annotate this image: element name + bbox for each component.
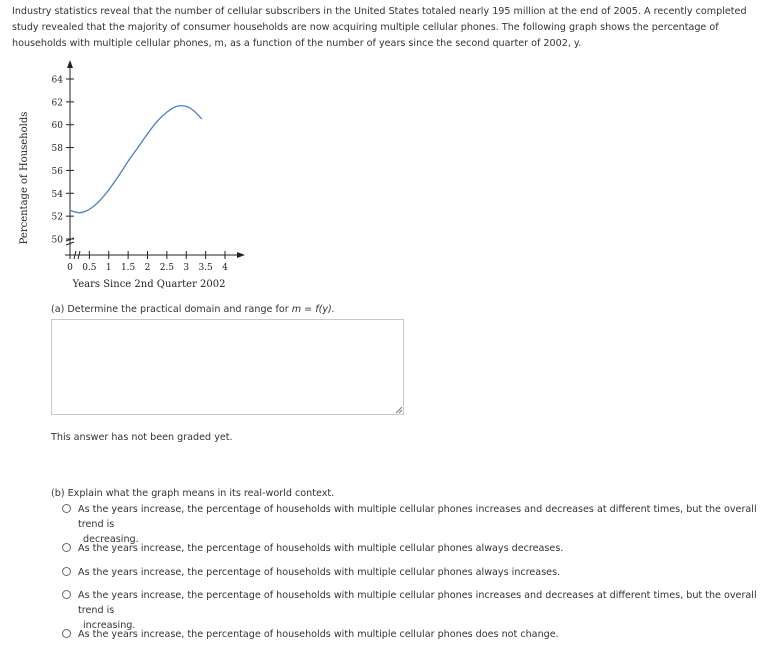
question-a-prompt	[51, 304, 335, 315]
option-b-2[interactable]	[62, 541, 762, 556]
x-tick-label: 0.5	[82, 263, 97, 273]
radio-button[interactable]	[62, 567, 71, 576]
option-b-3[interactable]	[62, 565, 762, 580]
answer-a-textarea[interactable]	[51, 319, 404, 415]
x-axis-ticks	[67, 251, 228, 273]
option-text: As the years increase, the percentage of households with multiple cellular phones increases and decreases at different times, but the overall trend is	[78, 590, 757, 616]
radio-button[interactable]	[62, 590, 71, 599]
series-line	[70, 106, 202, 213]
x-tick-label: 3.5	[198, 263, 213, 273]
x-tick-label: 4	[222, 263, 228, 273]
y-tick-label: 56	[51, 166, 63, 177]
line-chart	[0, 52, 260, 292]
y-axis-arrow-icon	[67, 60, 73, 68]
y-tick-label: 64	[51, 75, 63, 86]
x-tick-label: 3	[183, 263, 190, 273]
y-tick-label: 58	[51, 144, 63, 155]
resize-handle-icon[interactable]	[395, 406, 403, 414]
x-tick-label: 0	[67, 263, 73, 273]
y-tick-label: 54	[51, 189, 63, 200]
option-text: As the years increase, the percentage of households with multiple cellular phones always decreases.	[78, 543, 564, 554]
option-text: As the years increase, the percentage of households with multiple cellular phones increases and decreases at different times, but the overall trend is	[78, 504, 757, 530]
y-axis-ticks	[52, 76, 74, 246]
y-tick-label: 62	[51, 98, 63, 109]
radio-button[interactable]	[62, 629, 71, 638]
chart-axes	[65, 60, 245, 259]
option-text: As the years increase, the percentage of households with multiple cellular phones always increases.	[78, 567, 561, 578]
x-tick-label: 1.5	[120, 263, 136, 273]
radio-button[interactable]	[62, 504, 71, 513]
x-tick-label: 2.5	[159, 263, 175, 273]
radio-button[interactable]	[62, 543, 71, 552]
y-tick-label: 60	[51, 121, 63, 132]
grading-status: This answer has not been graded yet.	[51, 432, 233, 443]
x-axis-label: Years Since 2nd Quarter 2002	[72, 279, 226, 290]
option-text-cont: increasing.	[83, 620, 136, 631]
x-axis-arrow-icon	[237, 252, 245, 258]
question-a-text: (a) Determine the practical domain and range for	[51, 304, 289, 315]
option-text-cont: decreasing.	[83, 534, 139, 545]
question-a-function: m = f(y).	[291, 304, 335, 315]
y-axis-label: Percentage of Households	[19, 111, 30, 245]
x-tick-label: 1	[105, 263, 112, 273]
x-tick-label: 2	[144, 263, 151, 273]
y-tick-label: 52	[51, 212, 63, 223]
option-b-5[interactable]	[62, 627, 762, 642]
question-b-prompt: (b) Explain what the graph means in its real-world context.	[51, 488, 335, 499]
problem-intro: Industry statistics reveal that the number of cellular subscribers in the United States totaled nearly 195 million at the end of 2005. A recently completed study revealed that the majority of consumer households are now acquiring multiple cellular phones. The following graph shows the percentage of households with multiple cellular phones, m, as a function of the number of years since the second quarter of 2002, y.	[12, 6, 747, 49]
option-text: As the years increase, the percentage of households with multiple cellular phones does not change.	[78, 629, 559, 640]
y-tick-label: 50	[51, 235, 63, 246]
